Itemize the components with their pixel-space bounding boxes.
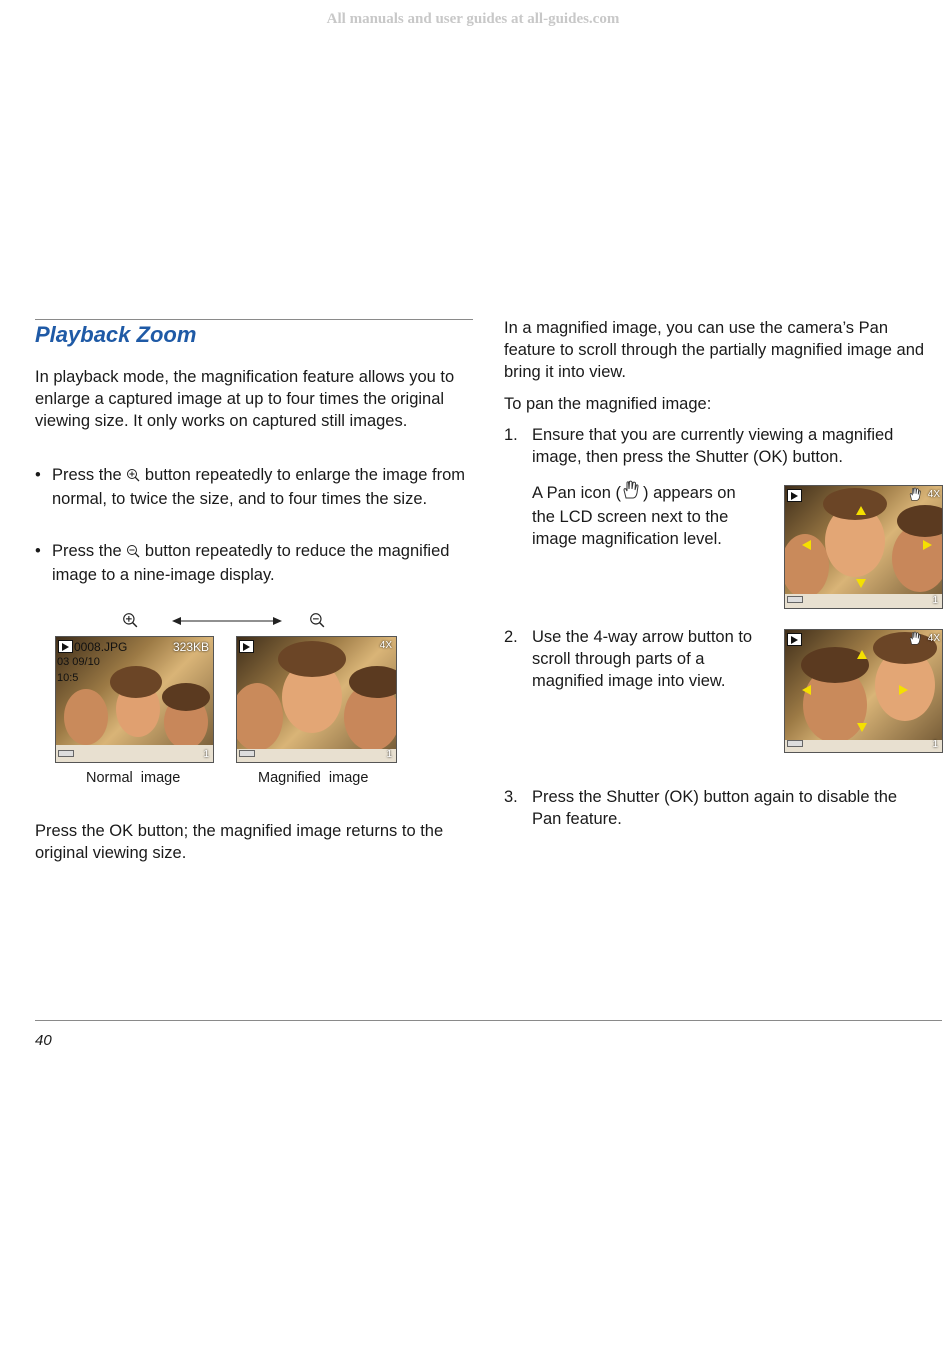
date-label: 03 09/10: [57, 656, 100, 668]
zoom-level-label: 4X: [927, 489, 940, 500]
playback-mode-icon: [787, 633, 802, 646]
arrow-down-icon: [856, 579, 866, 588]
filename-label: 0008.JPG: [74, 640, 128, 654]
magnified-image-caption: Magnified image: [258, 770, 369, 786]
frame-number: 1: [203, 749, 209, 760]
filesize-label: 323KB: [172, 640, 209, 654]
step-number: 3.: [504, 788, 518, 806]
arrow-right-icon: [899, 685, 908, 695]
page-number: 40: [35, 1032, 52, 1049]
pan-hand-icon: [908, 487, 924, 507]
step-number: 1.: [504, 426, 518, 444]
frame-number: 1: [386, 749, 392, 760]
zoom-level-label: 4X: [927, 633, 940, 644]
battery-icon: [787, 596, 803, 603]
frame-number: 1: [932, 739, 938, 750]
battery-icon: [787, 740, 803, 747]
bullet-text-before: Press the: [52, 542, 122, 560]
arrow-up-icon: [857, 650, 867, 659]
watermark: All manuals and user guides at all-guides.com: [326, 11, 620, 27]
bullet-item-zoom-out: [52, 540, 477, 586]
step-number: 2.: [504, 628, 518, 646]
zoom-in-icon: [126, 466, 140, 488]
pan-icon-text-after: ) appears on the LCD screen next to the image magnification level.: [532, 484, 736, 548]
bullet-text-after: button repeatedly to reduce the magnified image to a nine-image display.: [52, 542, 450, 584]
normal-image-caption: Normal image: [86, 770, 181, 786]
bullet-text-before: Press the: [52, 466, 122, 484]
title-rule: [35, 319, 473, 320]
zoom-level-label: 4X: [379, 640, 392, 651]
photo-scene: [237, 637, 396, 762]
arrow-down-icon: [857, 723, 867, 732]
playback-mode-icon: [58, 640, 73, 653]
arrow-left-icon: [802, 685, 811, 695]
pan-icon-text-before: A Pan icon (: [532, 484, 621, 502]
time-label: 10:5: [57, 672, 79, 684]
bullet-text-after: button repeatedly to enlarge the image from normal, to twice the size, and to four times the size.: [52, 466, 466, 508]
battery-icon: [58, 750, 74, 757]
ok-button-paragraph: Press the OK button; the magnified image returns to the original viewing size.: [35, 822, 444, 862]
bullet-item-zoom-in: [52, 464, 472, 510]
normal-image-lcd: [55, 636, 214, 763]
frame-number: 1: [932, 595, 938, 606]
double-arrow-icon: [172, 614, 282, 632]
step-2-text: Use the 4-way arrow button to scroll through parts of a magnified image into view.: [532, 628, 753, 690]
pan-hand-icon: [908, 631, 924, 651]
playback-mode-icon: [787, 489, 802, 502]
magnified-image-lcd: [236, 636, 397, 763]
pan-intro-paragraph: In a magnified image, you can use the camera’s Pan feature to scroll through the partially magnified image and bring it into view.: [504, 319, 925, 381]
arrow-left-icon: [802, 540, 811, 550]
pan-lcd-step-2: [784, 629, 943, 753]
figure-zoom-out-icon: [309, 612, 325, 633]
pan-icon-paragraph: [532, 480, 757, 550]
pan-lead-text: To pan the magnified image:: [504, 395, 712, 413]
figure-zoom-in-icon: [122, 612, 138, 633]
arrow-right-icon: [923, 540, 932, 550]
playback-mode-icon: [239, 640, 254, 653]
step-3-text: Press the Shutter (OK) button again to disable the Pan feature.: [532, 788, 898, 828]
bullet-dot: •: [35, 542, 41, 560]
intro-paragraph: In playback mode, the magnification feature allows you to enlarge a captured image at up to four times the original viewing size. It only works on captured still images.: [35, 368, 455, 430]
bullet-dot: •: [35, 466, 41, 484]
pan-hand-icon: [621, 480, 643, 506]
pan-lcd-step-1: [784, 485, 943, 609]
arrow-up-icon: [856, 506, 866, 515]
battery-icon: [239, 750, 255, 757]
zoom-out-icon: [126, 542, 140, 564]
footer-rule: [35, 1020, 942, 1021]
page-title: Playback Zoom: [35, 322, 197, 347]
step-1-text: Ensure that you are currently viewing a magnified image, then press the Shutter (OK) button.: [532, 426, 894, 466]
